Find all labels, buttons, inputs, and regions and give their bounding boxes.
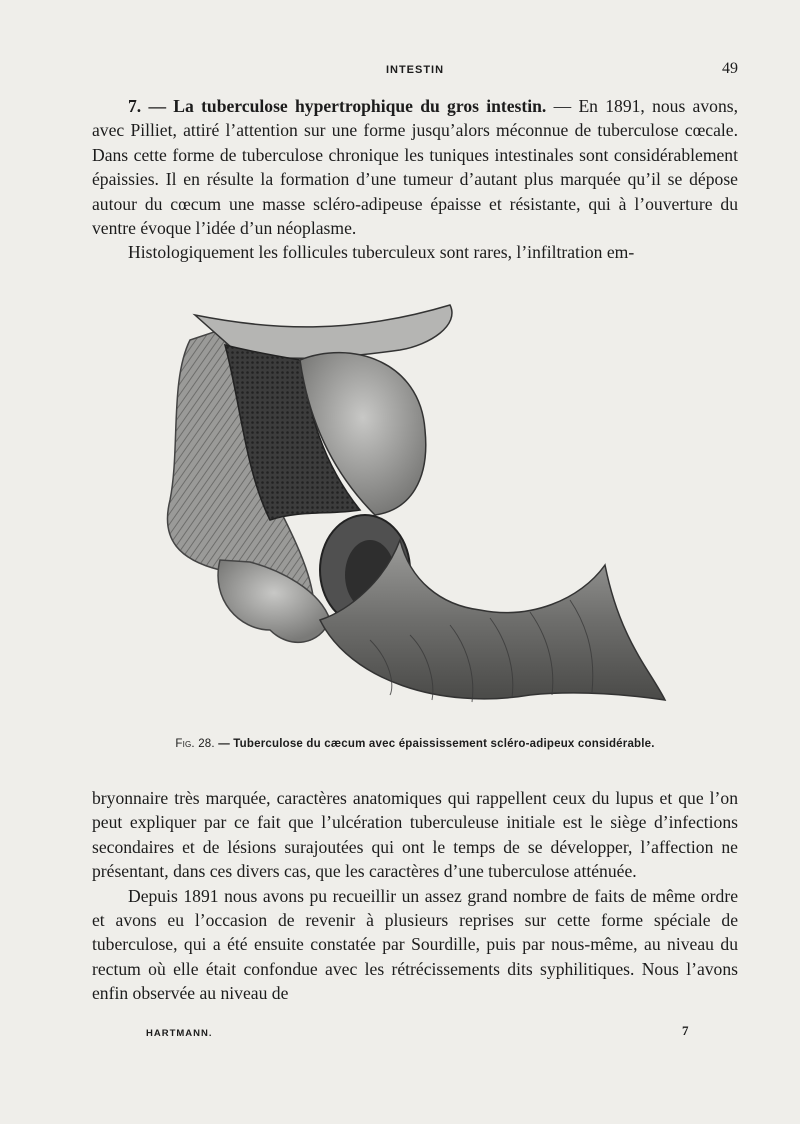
caecum-illustration: [150, 300, 670, 730]
signature-mark: 7: [682, 1023, 689, 1038]
anatomical-figure: [150, 300, 670, 730]
footer-author: HARTMANN.: [146, 1028, 213, 1039]
running-title: INTESTIN: [385, 64, 445, 76]
figure-caption: [92, 738, 738, 750]
section-paragraph-text: — En 1891, nous avons, avec Pilliet, attiré l’attention sur une forme jusqu’alors méconnue de tuberculose cœcale. Dans cette forme de tuberculose chronique les tuniques intestinales sont considérablement épaissies. Il en résulte la formation d’une tumeur d’autant plus marquée qu’il se dépose autour du cœcum une masse scléro-adipeuse épaisse et résistante, qui à l’ouverture du ventre évoque l’idée d’un néoplasme.: [92, 96, 739, 239]
bottom-text-block: [92, 786, 738, 1006]
figure-label: Fig. 28.: [175, 738, 215, 750]
paragraph: Depuis 1891 nous avons pu recueillir un assez grand nombre de faits de même ordre et avons eu l’occasion de revenir à plusieurs reprises sur cette forme spéciale de tuberculose, qui a été ensuite constatée par Sourdille, puis par nous-même, au niveau du rectum où elle était confondue avec les rétrécissements dits syphilitiques. Nous l’avons enfin observée au niveau de: [92, 885, 738, 1004]
running-head: [92, 60, 738, 80]
paragraph-continuation: bryonnaire très marquée, caractères anatomiques qui rappellent ceux du lupus et que l’on peut expliquer par ce fait que l’ulcération tuberculeuse initiale est le siège d’infections secondaires et de lésions surajoutées qui ont le temps de se développer, l’affection ne présentant, dans ces divers cas, que les caractères d’une tuberculose atténuée.: [92, 788, 738, 882]
lower-lobes: [218, 560, 330, 642]
page-number: 49: [722, 60, 738, 77]
top-text-block: [92, 94, 738, 265]
figure-caption-text: — Tuberculose du cæcum avec épaississement scléro-adipeux considérable.: [214, 738, 655, 750]
paragraph-start: Histologiquement les follicules tuberculeux sont rares, l’infiltration em-: [128, 242, 635, 263]
section-paragraph: [92, 94, 738, 240]
section-title: 7. — La tuberculose hypertrophique du gros intestin.: [128, 96, 547, 116]
